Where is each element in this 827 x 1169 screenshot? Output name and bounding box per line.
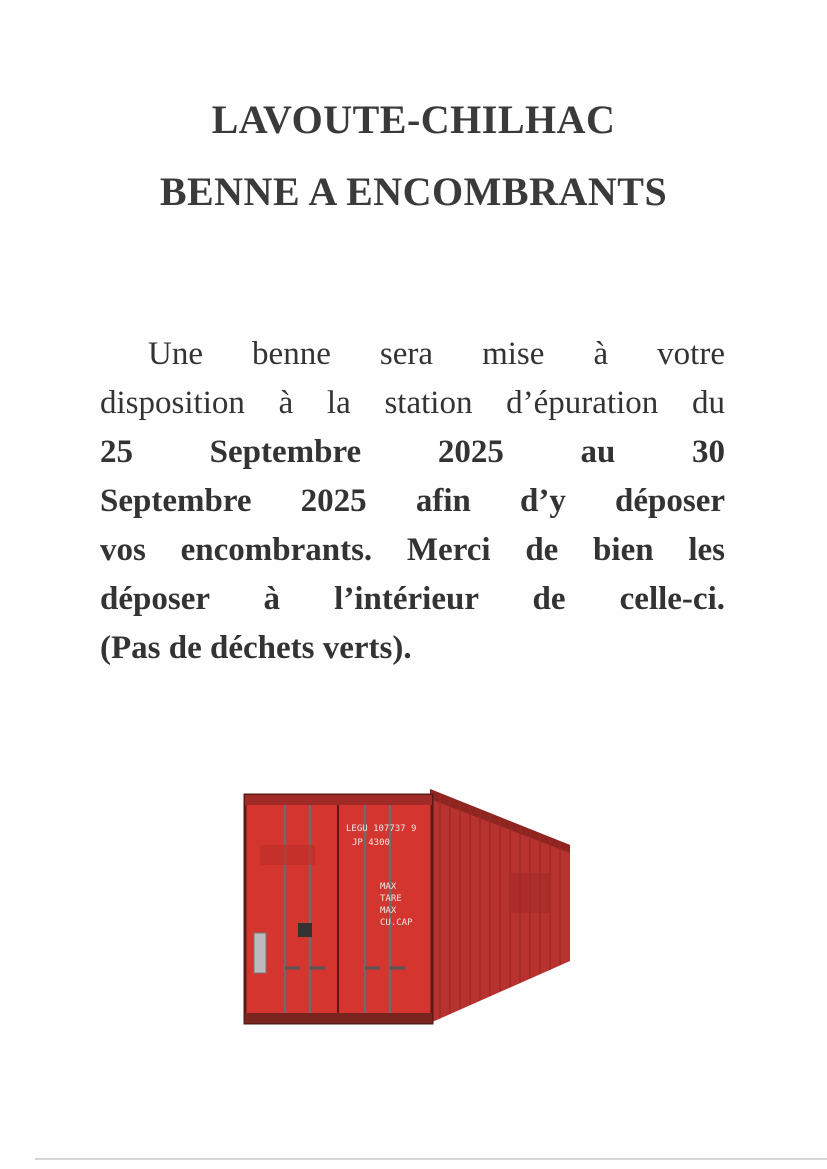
title-subject: BENNE A ENCOMBRANTS (159, 169, 668, 214)
body-line-7: (Pas de déchets verts). (100, 630, 412, 666)
svg-text:CU.CAP: CU.CAP (380, 918, 413, 928)
page-edge-divider (35, 1158, 827, 1160)
title-town: LAVOUTE-CHILHAC (211, 97, 616, 142)
body-line-3: 25 Septembre 2025 au 30 (100, 434, 725, 470)
body-line-4: Septembre 2025 afin d’y déposer (100, 483, 725, 519)
svg-text:TARE: TARE (380, 894, 402, 904)
body-line-6: déposer à l’intérieur de celle-ci. (100, 581, 725, 617)
body-line-1: Une benne sera mise à votre (148, 336, 725, 372)
svg-text:MAX: MAX (380, 906, 397, 916)
svg-text:MAX: MAX (380, 882, 397, 892)
svg-text:JP 4300: JP 4300 (352, 838, 390, 848)
body-line-2: disposition à la station d’épuration du (100, 385, 725, 421)
body-line-5: vos encombrants. Merci de bien les (100, 532, 725, 568)
svg-text:LEGU 107737 9: LEGU 107737 9 (346, 824, 417, 834)
shipping-container-icon (240, 783, 575, 1033)
